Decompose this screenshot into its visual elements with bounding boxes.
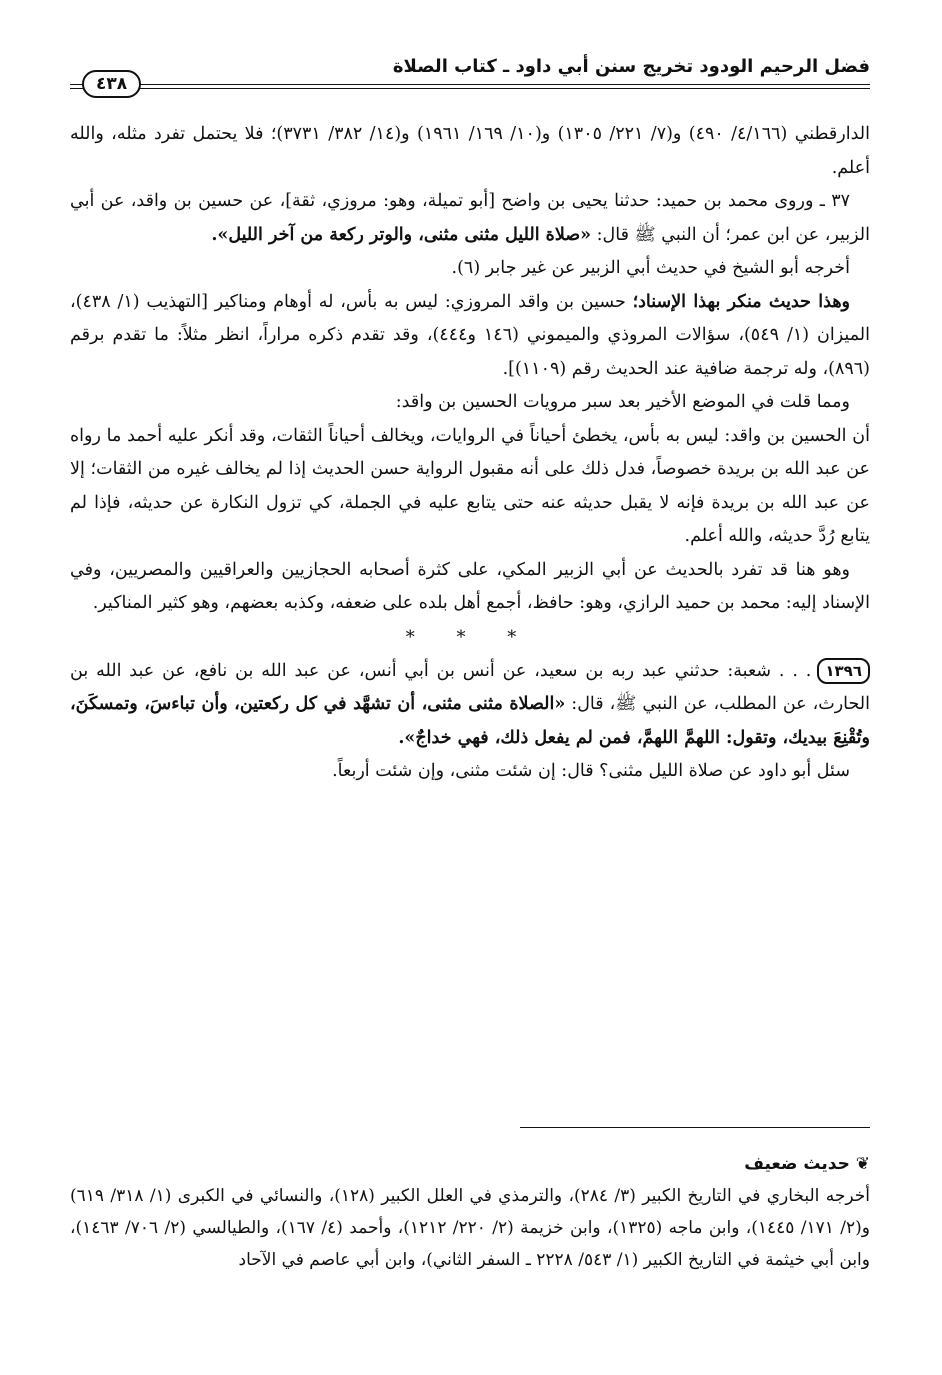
paragraph: وهو هنا قد تفرد بالحديث عن أبي الزبير المكي، على كثرة أصحابه الحجازيين والعراقيين والمصريين، وفي الإسناد إليه: محمد بن حميد الرازي، وهو: حافظ، أجمع أهل بلده على ضعفه، وكذبه بعضهم، وهو كثير المناكير. [70, 559, 870, 613]
header-rule [70, 84, 870, 85]
hadith-text: «الصلاة مثنى مثنى، أن تشهَّد في كل ركعتين، وأن تباءسَ، وتمسكَنَ، وتُقْنِعَ بيديك، وتقول: اللهمَّ اللهمَّ، فمن لم يفعل ذلك، فهي خداجٌ». [70, 694, 870, 748]
paragraph [70, 185, 870, 252]
flower-icon: ❦ [849, 1154, 870, 1174]
paragraph: ومما قلت في الموضع الأخير بعد سبر مرويات الحسين بن واقد: [395, 392, 850, 412]
paragraph: أن الحسين بن واقد: ليس به بأس، يخطئ أحياناً في الروايات، ويخالف أحياناً الثقات، وقد أنكر عليه أحمد ما رواه عن عبد الله بن بريدة خصوصاً، فدل ذلك على أنه مقبول الرواية حسن الحديث إذا لم يخالف غيره من الثقات؛ إلا عن عبد الله بن بريدة فإنه لا يقبل حديثه عنه حتى يتابع عليه في الجملة، كي تزول النكارة عن حديثه، فإذا لم يتابع رُدَّ حديثه، والله أعلم. [70, 425, 870, 546]
main-text [70, 118, 870, 789]
paragraph: سئل أبو داود عن صلاة الليل مثنى؟ قال: إن شئت مثنى، وإن شئت أربعاً. [332, 761, 850, 781]
paragraph: أخرجه أبو الشيخ في حديث أبي الزبير عن غير جابر (٦). [451, 258, 850, 278]
hadith-number-badge: ١٣٩٦ [817, 658, 870, 684]
footnote [70, 1148, 870, 1276]
footnote-heading-text: حديث ضعيف [744, 1154, 850, 1174]
hadith-text: «صلاة الليل مثنى مثنى، والوتر ركعة من آخر الليل». [211, 224, 592, 245]
paragraph [70, 286, 870, 387]
footnote-heading [70, 1148, 870, 1180]
footnote-text: أخرجه البخاري في التاريخ الكبير (٣/ ٢٨٤)، والترمذي في العلل الكبير (١٢٨)، والنسائي في الكبرى (١/ ٣١٨/ ٦١٩) و(٢/ ١٧١/ ١٤٤٥)، وابن ماجه (١٣٢٥)، وابن خزيمة (٢/ ٢٢٠/ ١٢١٢)، وأحمد (٤/ ١٦٧)، والطيالسي (٢/ ٧٠٦/ ١٤٦٣)، وابن أبي خيثمة في التاريخ الكبير (١/ ٥٤٣/ ٢٢٢٨ ـ السفر الثاني)، وابن أبي عاصم في الآحاد [70, 1186, 870, 1270]
running-title: فضل الرحيم الودود تخريج سنن أبي داود ـ كتاب الصلاة [392, 56, 870, 77]
footnote-rule [520, 1127, 870, 1128]
text-run: حسين بن واقد المروزي: ليس به بأس، له أوهام ومناكير [التهذيب (١/ ٤٣٨)، الميزان (١/ ٥٤٩)، سؤالات المروذي والميموني (١٤٦ و٤٤٤)، وقد تقدم ذكره مراراً، انظر مثلاً: ما تقدم برقم (٨٩٦)، وله ترجمة ضافية عند الحديث رقم (١١٠٩)]. [70, 291, 871, 379]
section-separator: * * * [405, 626, 535, 648]
text-run: ٣٧ ـ وروى محمد بن حميد: حدثنا يحيى بن واضح [أبو تميلة، وهو: مروزي، ثقة]، عن حسين بن واقد، عن أبي الزبير، عن ابن عمر؛ أن النبي ﷺ قال: [70, 191, 870, 245]
page-number: ٤٣٨ [82, 70, 141, 98]
header-rule-double [70, 88, 870, 89]
page-header [70, 48, 870, 108]
hadith-paragraph [70, 655, 870, 756]
text-run: . . . شعبة: حدثني عبد ربه بن سعيد، عن أنس بن أبي أنس، عن عبد الله بن نافع، عن عبد الله بن الحارث، عن المطلب، عن النبي ﷺ، قال: [70, 660, 870, 714]
paragraph: الدارقطني (٤/١٦٦/ ٤٩٠) و(٧/ ٢٢١/ ١٣٠٥) و(١٠/ ١٦٩/ ١٩٦١) و(١٤/ ٣٨٢/ ٣٧٣١)؛ فلا يحتمل تفرد مثله، والله أعلم. [70, 124, 870, 178]
ruling-text: وهذا حديث منكر بهذا الإسناد؛ [632, 291, 850, 312]
